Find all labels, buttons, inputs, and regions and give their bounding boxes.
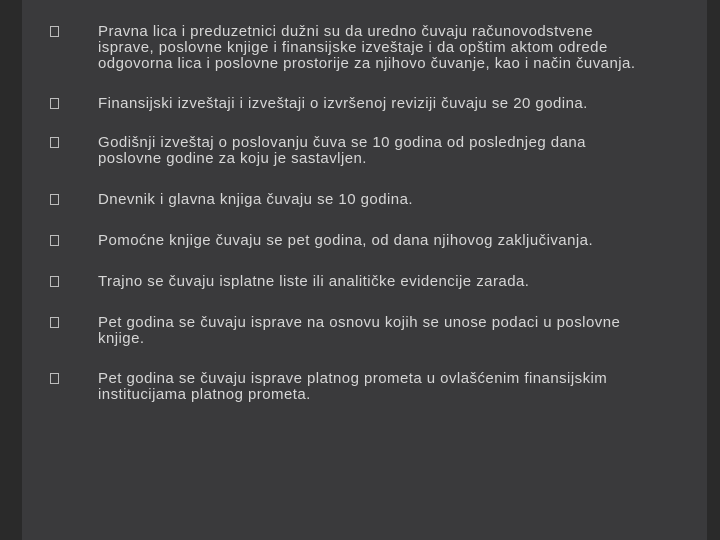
square-bullet-icon bbox=[50, 235, 59, 246]
bullet-text: Godišnji izveštaj o poslovanju čuva se 10 godina od poslednjeg dana poslovne godine za koju je sastavljen. bbox=[98, 134, 586, 167]
bullet-item bbox=[50, 135, 650, 167]
bullet-item bbox=[50, 274, 650, 290]
bullet-item bbox=[50, 315, 650, 347]
bullet-item bbox=[50, 192, 650, 208]
square-bullet-icon bbox=[50, 137, 59, 148]
square-bullet-icon bbox=[50, 194, 59, 205]
bullet-text: Pomoćne knjige čuvaju se pet godina, od dana njihovog zaključivanja. bbox=[98, 232, 594, 249]
content-panel bbox=[22, 0, 707, 540]
square-bullet-icon bbox=[50, 276, 59, 287]
bullet-item bbox=[50, 233, 650, 249]
bullet-item bbox=[50, 96, 650, 112]
square-bullet-icon bbox=[50, 373, 59, 384]
bullet-text: Trajno se čuvaju isplatne liste ili analitičke evidencije zarada. bbox=[98, 273, 530, 290]
bullet-text: Dnevnik i glavna knjiga čuvaju se 10 godina. bbox=[98, 191, 413, 208]
bullet-text: Finansijski izveštaji i izveštaji o izvršenoj reviziji čuvaju se 20 godina. bbox=[98, 95, 588, 112]
bullet-text: Pet godina se čuvaju isprave platnog prometa u ovlašćenim finansijskim institucijama platnog prometa. bbox=[98, 370, 608, 403]
bullet-text: Pravna lica i preduzetnici dužni su da uredno čuvaju računovodstvene isprave, poslovne knjige i finansijske izveštaje i da opštim aktom odrede odgovorna lica i poslovne prostorije za njihovo čuvanje, kao i način čuvanja. bbox=[98, 23, 636, 72]
bullet-item bbox=[50, 371, 650, 403]
square-bullet-icon bbox=[50, 26, 59, 37]
bullet-list bbox=[50, 24, 650, 430]
bullet-item bbox=[50, 24, 650, 72]
square-bullet-icon bbox=[50, 98, 59, 109]
bullet-text: Pet godina se čuvaju isprave na osnovu kojih se unose podaci u poslovne knjige. bbox=[98, 314, 621, 347]
square-bullet-icon bbox=[50, 317, 59, 328]
